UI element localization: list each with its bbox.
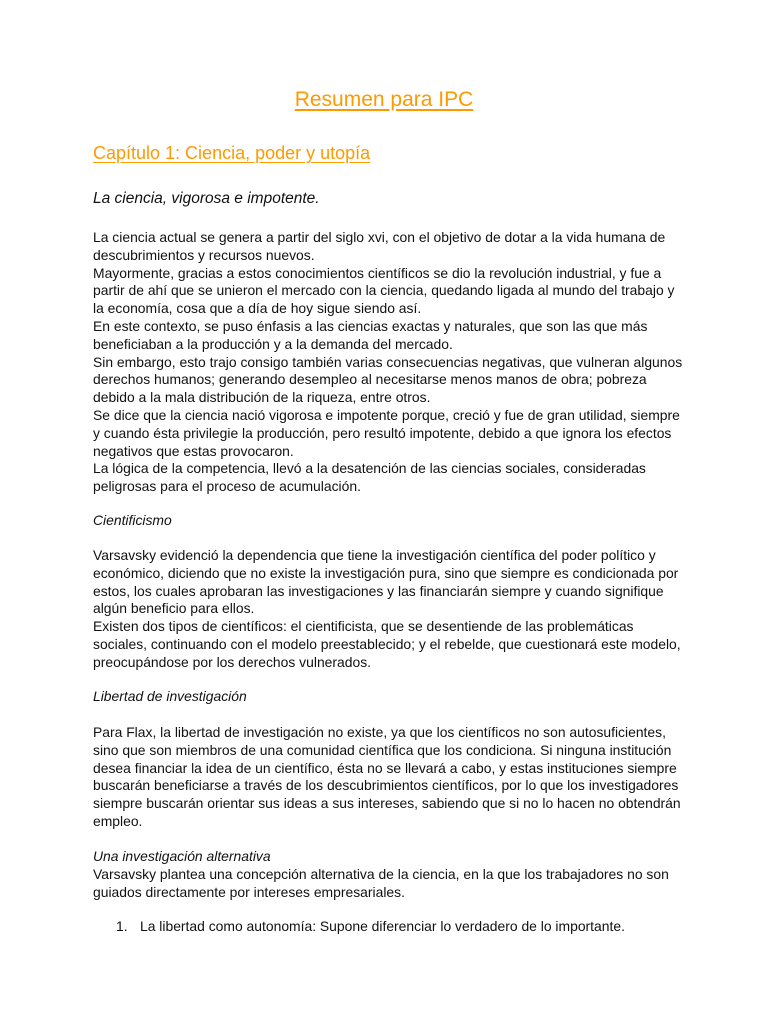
document-title: Resumen para IPC <box>294 88 474 111</box>
paragraph: Para Flax, la libertad de investigación no existe, ya que los científicos no son autosuficientes, sino que son miembros de una comunidad científica que los condiciona. Si ninguna institución desea financiar la idea de un científico, ésta no se llevará a cabo, y estas instituciones siempre buscarán beneficiarse a través de los descubrimientos científicos, por lo que los investigadores siempre buscarán orientar sus ideas a sus intereses, sabiendo que si no lo hacen no obtendrán empleo. <box>93 724 681 829</box>
subheading-libertad: Libertad de investigación <box>93 688 247 704</box>
section-title: La ciencia, vigorosa e impotente. <box>93 190 320 207</box>
list-item-text: La libertad como autonomía: Supone diferenciar lo verdadero de lo importante. <box>140 918 625 934</box>
paragraph: La lógica de la competencia, llevó a la desatención de las ciencias sociales, consideradas peligrosas para el proceso de acumulación. <box>93 460 646 495</box>
paragraph: La ciencia actual se genera a partir del siglo xvi, con el objetivo de dotar a la vida humana de descubrimientos y recursos nuevos. <box>93 229 666 263</box>
subheading-alternativa: Una investigación alternativa <box>93 848 271 864</box>
chapter-heading: Capítulo 1: Ciencia, poder y utopía <box>93 143 371 163</box>
libertad-text <box>93 724 683 831</box>
intro-text <box>93 229 683 496</box>
list-item <box>93 918 683 936</box>
paragraph: Mayormente, gracias a estos conocimientos científicos se dio la revolución industrial, y fue a partir de ahí que se unieron el mercado con la ciencia, quedando ligada al mundo del trabajo y la economía, cosa que a día de hoy sigue siendo así. <box>93 264 675 317</box>
cientificismo-text <box>93 547 683 672</box>
alternativa-text <box>93 866 683 902</box>
paragraph: Se dice que la ciencia nació vigorosa e impotente porque, creció y fue de gran utilidad, siempre y cuando ésta privilegie la producción, pero resultó impotente, debido a que ignora los efectos negativos que estas provocaron. <box>93 406 680 459</box>
list-number: 1. <box>116 918 128 934</box>
paragraph: Varsavsky evidenció la dependencia que tiene la investigación científica del poder político y económico, diciendo que no existe la investigación pura, sino que siempre es condicionada por estos, los cuales aprobaran las investigaciones y las financiarán siempre y cuando signifique algún beneficio para ellos. <box>93 547 679 617</box>
paragraph: Existen dos tipos de científicos: el cientificista, que se desentiende de las problemáticas sociales, continuando con el modelo preestablecido; y el rebelde, que cuestionará este modelo, preocupándose por los derechos vulnerados. <box>93 618 681 670</box>
numbered-list <box>93 918 683 936</box>
paragraph: Sin embargo, esto trajo consigo también varias consecuencias negativas, que vulneran algunos derechos humanos; generando desempleo al necesitarse menos manos de obra; pobreza debido a la mala distribución de la riqueza, entre otros. <box>93 353 683 406</box>
paragraph: Varsavsky plantea una concepción alternativa de la ciencia, en la que los trabajadores no son guiados directamente por intereses empresariales. <box>93 866 669 900</box>
subheading-cientificismo: Cientificismo <box>93 512 172 528</box>
paragraph: En este contexto, se puso énfasis a las ciencias exactas y naturales, que son las que más beneficiaban a la producción y a la demanda del mercado. <box>93 317 648 352</box>
